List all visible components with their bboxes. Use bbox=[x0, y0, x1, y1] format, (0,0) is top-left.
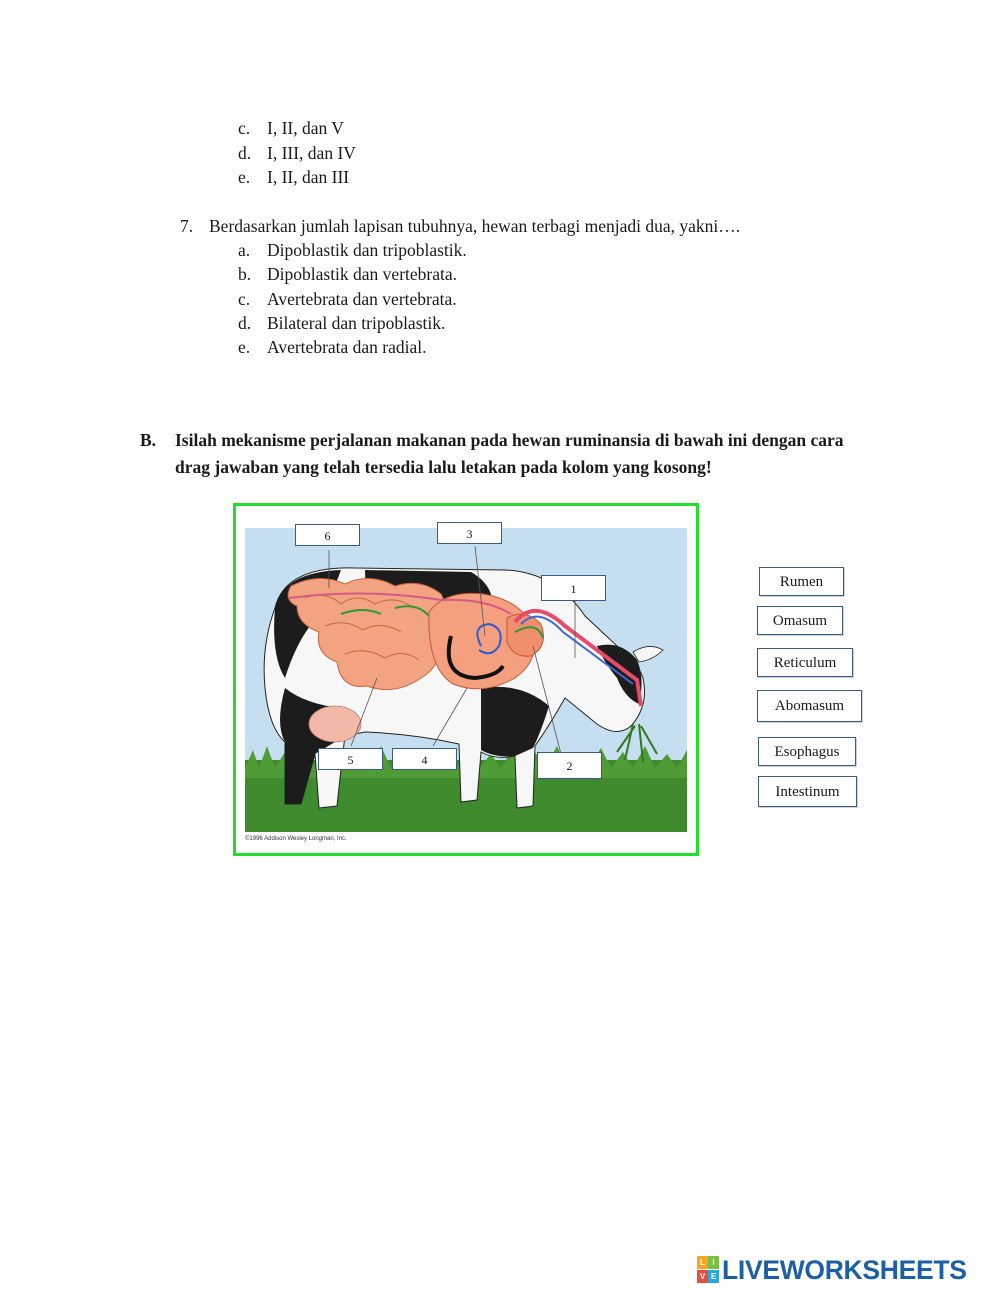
option-text: I, III, dan IV bbox=[267, 143, 356, 163]
q7-option-e bbox=[238, 336, 427, 358]
option-key: e. bbox=[238, 167, 251, 187]
answer-chip-omasum[interactable]: Omasum bbox=[757, 606, 843, 635]
badge-letter: E bbox=[708, 1270, 719, 1283]
answer-chip-intestinum[interactable]: Intestinum bbox=[758, 776, 857, 807]
brand-name: LIVEWORKSHEETS bbox=[722, 1255, 967, 1285]
option-key: c. bbox=[238, 289, 251, 309]
option-key: d. bbox=[238, 313, 252, 333]
q7-option-a bbox=[238, 239, 467, 261]
badge-letter: V bbox=[697, 1270, 708, 1283]
question-text: Berdasarkan jumlah lapisan tubuhnya, hewan terbagi menjadi dua, yakni…. bbox=[209, 216, 741, 236]
option-key: c. bbox=[238, 118, 251, 138]
section-letter: B. bbox=[140, 430, 157, 450]
option-text: Avertebrata dan vertebrata. bbox=[267, 289, 457, 309]
cow-digestive-diagram bbox=[245, 528, 687, 832]
option-key: d. bbox=[238, 143, 252, 163]
answer-chip-rumen[interactable]: Rumen bbox=[759, 567, 844, 596]
section-text bbox=[175, 427, 945, 481]
answer-chip-reticulum[interactable]: Reticulum bbox=[757, 648, 853, 677]
drop-box-4[interactable]: 4 bbox=[392, 748, 457, 770]
q7-option-b bbox=[238, 263, 457, 285]
live-badge-icon bbox=[697, 1256, 719, 1283]
q7-question bbox=[180, 215, 740, 237]
answer-chip-esophagus[interactable]: Esophagus bbox=[758, 737, 856, 766]
option-key: b. bbox=[238, 264, 252, 284]
q6-option-d bbox=[238, 142, 356, 164]
option-key: a. bbox=[238, 240, 251, 260]
cow-udder bbox=[309, 706, 361, 742]
q6-option-e bbox=[238, 166, 349, 188]
image-credit: ©1996 Addison Wesley Longman, Inc. bbox=[245, 836, 347, 842]
option-text: Bilateral dan tripoblastik. bbox=[267, 313, 446, 333]
answer-chip-abomasum[interactable]: Abomasum bbox=[757, 690, 862, 722]
option-text: I, II, dan V bbox=[267, 118, 344, 138]
instruction-line-2: drag jawaban yang telah tersedia lalu letakan pada kolom yang kosong! bbox=[175, 457, 712, 477]
badge-letter: L bbox=[697, 1256, 708, 1269]
q6-option-c bbox=[238, 117, 344, 139]
drop-box-3[interactable]: 3 bbox=[437, 522, 502, 544]
option-text: Avertebrata dan radial. bbox=[267, 337, 427, 357]
option-text: Dipoblastik dan tripoblastik. bbox=[267, 240, 467, 260]
drop-box-2[interactable]: 2 bbox=[537, 752, 602, 779]
q7-option-c bbox=[238, 288, 457, 310]
instruction-line-1: Isilah mekanisme perjalanan makanan pada hewan ruminansia di bawah ini dengan cara bbox=[175, 430, 844, 450]
option-text: I, II, dan III bbox=[267, 167, 350, 187]
drop-box-5[interactable]: 5 bbox=[318, 748, 383, 770]
badge-letter: I bbox=[708, 1256, 719, 1269]
drop-box-1[interactable]: 1 bbox=[541, 575, 606, 601]
q7-option-d bbox=[238, 312, 445, 334]
question-number: 7. bbox=[180, 216, 194, 236]
option-key: e. bbox=[238, 337, 251, 357]
option-text: Dipoblastik dan vertebrata. bbox=[267, 264, 458, 284]
drop-box-6[interactable]: 6 bbox=[295, 524, 360, 546]
